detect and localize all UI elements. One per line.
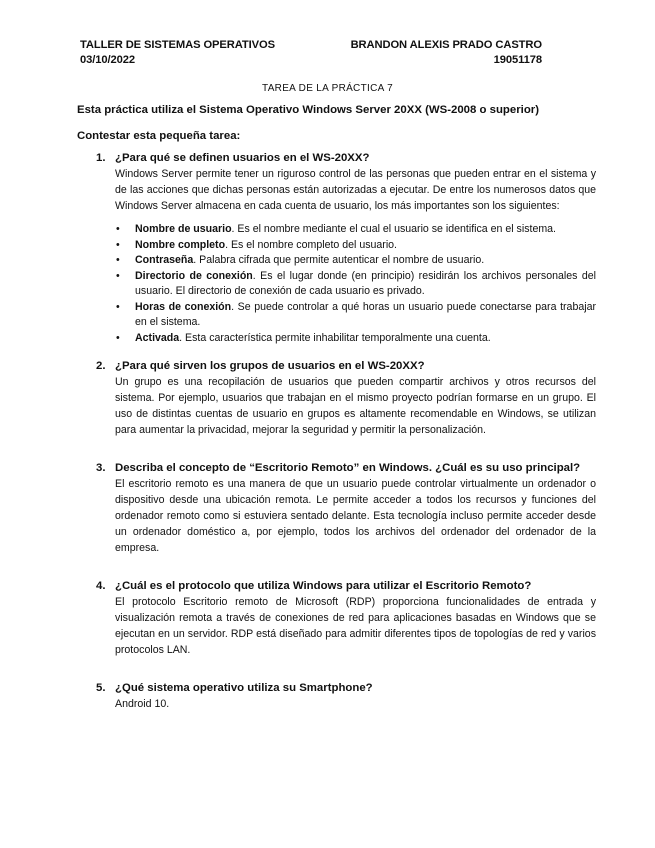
list-item-term: Activada [135, 331, 180, 344]
list-item [135, 238, 596, 254]
list-item-term: Contraseña [135, 254, 194, 266]
list-item [135, 269, 596, 300]
list-item-text: . Es el lugar donde (en principio) residirán los archivos personales del usuario. El directorio de conexión de cada usuario es privado. [135, 269, 596, 297]
account-data-list [115, 222, 596, 346]
list-item-text: . Es el nombre completo del usuario. [225, 238, 398, 251]
list-item-text: . Esta característica permite inhabilitar temporalmente una cuenta. [179, 331, 491, 344]
list-item-term: Horas de conexión [135, 300, 232, 313]
student-id: 19051178 [493, 54, 542, 66]
question-answer: El protocolo Escritorio remoto de Microsoft (RDP) proporciona funcionalidades de entrada y visualización remota a través de conexiones de red para aplicaciones basadas en Windows que se ejecutan en un servidor. RDP está diseñado para admitir diferentes tipos de topologías de red y varios protocolos LAN. [115, 596, 596, 656]
header-left [80, 38, 275, 68]
document-title: TAREA DE LA PRÁCTICA 7 [262, 83, 393, 94]
question-title: ¿Para qué sirven los grupos de usuarios en el WS-20XX? [115, 360, 425, 372]
question-2 [96, 358, 596, 438]
question-number: 2. [96, 360, 106, 372]
course-name: TALLER DE SISTEMAS OPERATIVOS [80, 39, 275, 51]
student-name: BRANDON ALEXIS PRADO CASTRO [350, 39, 542, 51]
question-1 [96, 150, 596, 346]
list-item-text: . Palabra cifrada que permite autenticar el nombre de usuario. [193, 254, 485, 266]
list-item [135, 222, 596, 238]
intro-text: Esta práctica utiliza el Sistema Operativo Windows Server 20XX (WS-2008 o superior) [77, 104, 540, 116]
header-right [351, 38, 542, 68]
question-answer: Android 10. [115, 698, 170, 710]
task-subtitle: Contestar esta pequeña tarea: [77, 130, 241, 142]
question-number: 1. [96, 152, 106, 164]
list-item-text: . Es el nombre mediante el cual el usuario se identifica en el sistema. [231, 223, 557, 235]
question-answer: El escritorio remoto es una manera de que un usuario puede controlar virtualmente un ordenador o dispositivo desde una ubicación remota. Le permite acceder a todos los recursos y funciones del ordenador remoto como si estuviera sentado delante. Esta tecnología incluso permite acceder desde un ordenador doméstico a, por ejemplo, todos los archivos del ordenador del ordenador de la empresa. [115, 478, 596, 554]
question-title: ¿Qué sistema operativo utiliza su Smartphone? [115, 682, 373, 694]
list-item [135, 253, 596, 269]
list-item-term: Directorio de conexión [135, 269, 253, 282]
list-item-text: . Se puede controlar a qué horas un usuario puede conectarse para trabajar en el sistema. [135, 300, 596, 328]
question-answer: Windows Server permite tener un riguroso control de las personas que pueden entrar en el sistema y de las acciones que dichas personas están autorizadas a ejecutar. De entre los numerosos datos que Windows Server almacena en cada cuenta de usuario, los más importantes son los siguientes: [115, 168, 596, 212]
question-number: 5. [96, 682, 106, 694]
question-5 [96, 680, 596, 712]
question-title: ¿Cuál es el protocolo que utiliza Windows para utilizar el Escritorio Remoto? [115, 580, 532, 592]
question-3 [96, 460, 596, 556]
question-list [96, 150, 596, 712]
question-4 [96, 578, 596, 658]
question-title: Describa el concepto de “Escritorio Remoto” en Windows. ¿Cuál es su uso principal? [115, 462, 581, 474]
date: 03/10/2022 [80, 54, 135, 66]
question-number: 4. [96, 580, 106, 592]
question-answer: Un grupo es una recopilación de usuarios que pueden compartir archivos y otros recursos del sistema. Por ejemplo, usuarios que trabajan en el mismo proyecto podrían formarse en un grupo. El uso de distintas cuentas de usuario en grupos es altamente recomendable en Windows, se utilizan para aumentar la privacidad, mejorar la seguridad y permitir la personalización. [115, 376, 596, 436]
list-item-term: Nombre completo [135, 238, 226, 251]
question-title: ¿Para qué se definen usuarios en el WS-20XX? [115, 152, 370, 164]
list-item [135, 331, 596, 347]
list-item-term: Nombre de usuario [135, 223, 232, 235]
question-number: 3. [96, 462, 106, 474]
list-item [135, 300, 596, 331]
